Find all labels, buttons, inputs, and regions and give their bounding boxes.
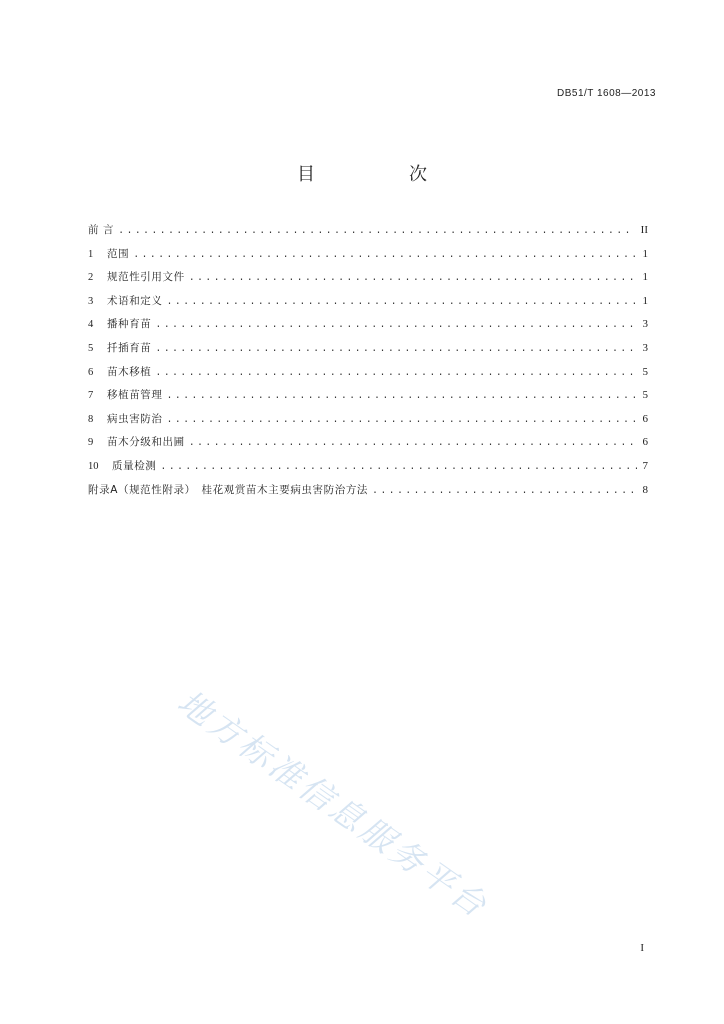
toc-entry-10[interactable] [88,455,648,479]
toc-entry-label: 术语和定义 [107,294,163,307]
toc-leader-dots [189,432,637,456]
toc-entry-label: 附录A（规范性附录） 桂花观赏苗木主要病虫害防治方法 [88,483,369,496]
standard-code: DB51/T 1608—2013 [557,88,656,99]
toc-entry-label: 规范性引用文件 [107,271,185,284]
toc-entry-page: 1 [642,271,648,284]
toc-leader-dots [189,267,637,291]
toc-leader-dots [160,456,636,480]
toc-entry-label: 播种育苗 [107,318,152,331]
toc-entry-label: 苗木分级和出圃 [107,436,185,449]
toc-entry-page: 6 [642,412,648,425]
toc-entry-4[interactable] [88,313,648,337]
toc-entry-7[interactable] [88,384,648,408]
page-title: 目 次 [297,164,465,185]
toc-entry-number: 10 [88,460,99,472]
toc-entry-number: 3 [88,295,94,307]
toc-entry-number: 5 [88,342,94,354]
toc-entry-page: 7 [642,459,648,472]
toc-entry-9[interactable] [88,431,648,455]
toc-entry-5[interactable] [88,337,648,361]
toc-entry-page: II [640,224,648,236]
toc-entry-label: 范围 [107,247,130,260]
toc-entry-6[interactable] [88,361,648,385]
toc-entry-3[interactable] [88,290,648,314]
table-of-contents [88,219,648,502]
toc-leader-dots [155,314,636,338]
toc-entry-label: 移植苗管理 [107,389,163,402]
toc-leader-dots [167,291,637,315]
toc-entry-label: 扦插育苗 [107,341,152,354]
watermark-text: 地方标准信息服务平台 [170,682,497,927]
toc-entry-2[interactable] [88,266,648,290]
toc-leader-dots [372,480,636,504]
toc-entry-label: 前 言 [88,224,115,236]
toc-entry-page: 6 [642,436,648,449]
toc-entry-page: 3 [642,318,648,331]
toc-entry-number: 2 [88,272,94,284]
toc-leader-dots [155,338,636,362]
toc-leader-dots [155,362,636,386]
page-number: I [640,942,644,954]
toc-entry-number: 1 [88,248,94,260]
toc-entry-page: 5 [642,389,648,402]
toc-entry-label: 质量检测 [112,459,157,472]
toc-entry-8[interactable] [88,408,648,432]
toc-entry-page: 3 [642,341,648,354]
toc-leader-dots [167,409,637,433]
toc-entry-1[interactable] [88,243,648,267]
toc-leader-dots [133,244,636,268]
toc-leader-dots [167,385,637,409]
toc-entry-label: 病虫害防治 [107,412,163,425]
toc-entry-number: 4 [88,319,94,331]
toc-entry-number: 7 [88,390,94,402]
toc-entry-page: 8 [642,483,648,496]
toc-entry-page: 5 [642,365,648,378]
toc-leader-dots [118,220,635,244]
toc-entry-foreword[interactable] [88,219,648,243]
toc-entry-number: 6 [88,366,94,378]
toc-entry-page: 1 [642,294,648,307]
toc-entry-page: 1 [642,247,648,260]
toc-entry-number: 9 [88,437,94,449]
toc-entry-label: 苗木移植 [107,365,152,378]
toc-entry-number: 8 [88,413,94,425]
toc-entry-appendix-a[interactable] [88,479,648,503]
